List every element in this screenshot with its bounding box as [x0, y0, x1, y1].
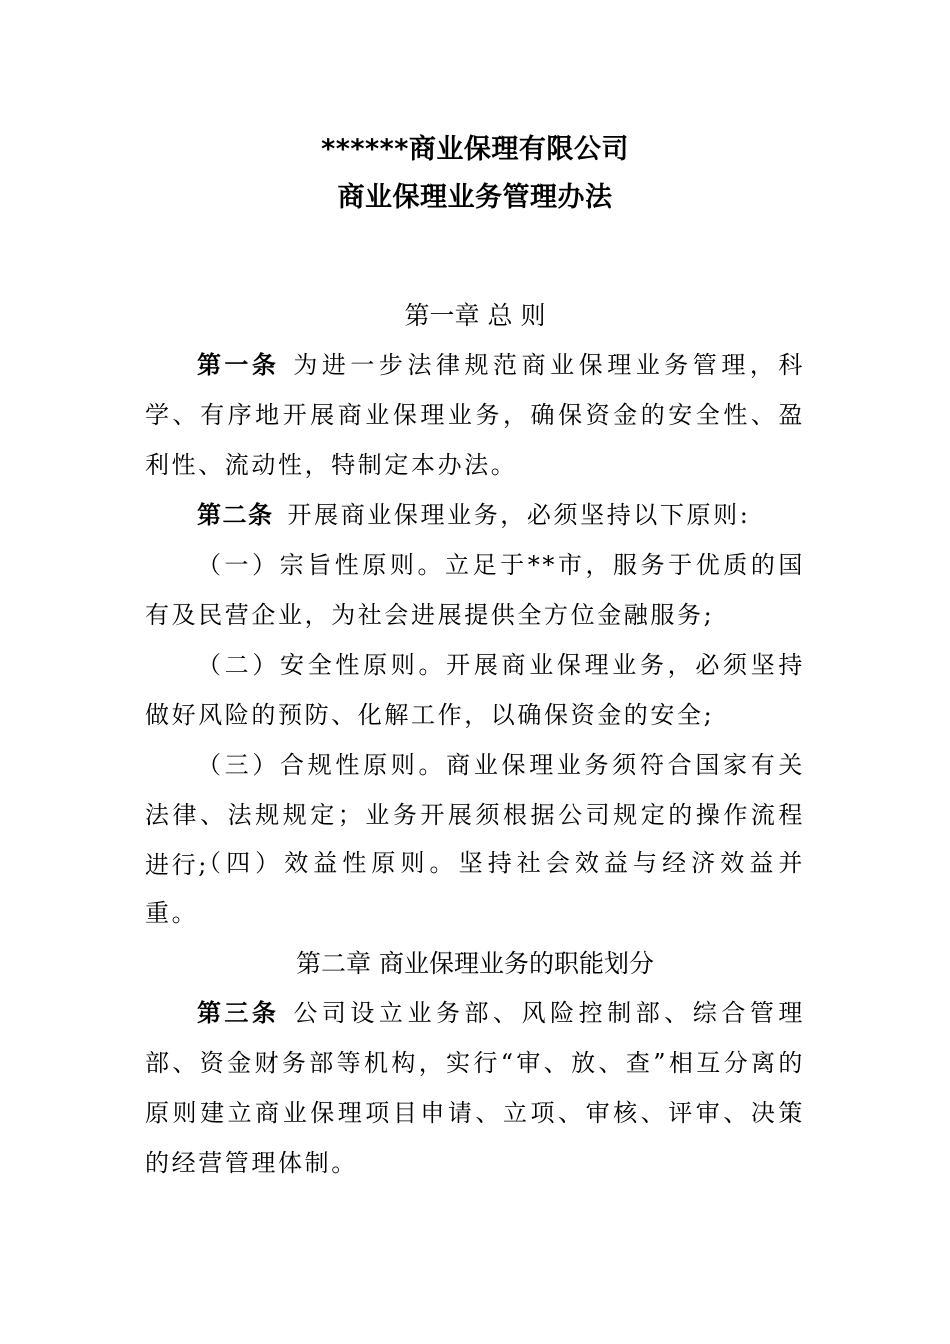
principle-2: （二）安全性原则。开展商业保理业务，必须坚持做好风险的预防、化解工作，以确保资金的安全;	[145, 651, 805, 729]
chapter-1-heading: 第一章 总 则	[404, 301, 546, 330]
article-2-label: 第二条	[197, 501, 274, 529]
principle-4: （四）效益性原则。坚持社会效益与经济效益并重。	[145, 849, 805, 927]
article-1	[145, 340, 805, 490]
chapter-2-heading: 第二章 商业保理业务的职能划分	[296, 949, 654, 978]
article-1-text: 为进一步法律规范商业保理业务管理，科学、有序地开展商业保理业务，确保资金的安全性、盈利性、流动性，特制定本办法。	[145, 351, 805, 479]
article-1-label: 第一条	[197, 351, 280, 379]
principle-1: （一）宗旨性原则。立足于**市，服务于优质的国有及民营企业，为社会进展提供全方位金融服务;	[145, 551, 805, 629]
article-3-text: 公司设立业务部、风险控制部、综合管理部、资金财务部等机构，实行“审、放、查”相互分离的原则建立商业保理项目申请、立项、审核、评审、决策的经营管理体制。	[145, 999, 805, 1177]
article-3-label: 第三条	[197, 999, 280, 1027]
document-title-regulation: 商业保理业务管理办法	[337, 182, 613, 213]
article-2-text: 开展商业保理业务，必须坚持以下原则:	[287, 501, 751, 529]
principle-3: （三）合规性原则。商业保理业务须符合国家有关法律、法规规定；业务开展须根据公司规定的操作流程进行;	[145, 751, 805, 879]
document-title-company: ******商业保理有限公司	[321, 134, 629, 165]
article-3	[145, 988, 805, 1188]
article-2	[145, 490, 805, 540]
